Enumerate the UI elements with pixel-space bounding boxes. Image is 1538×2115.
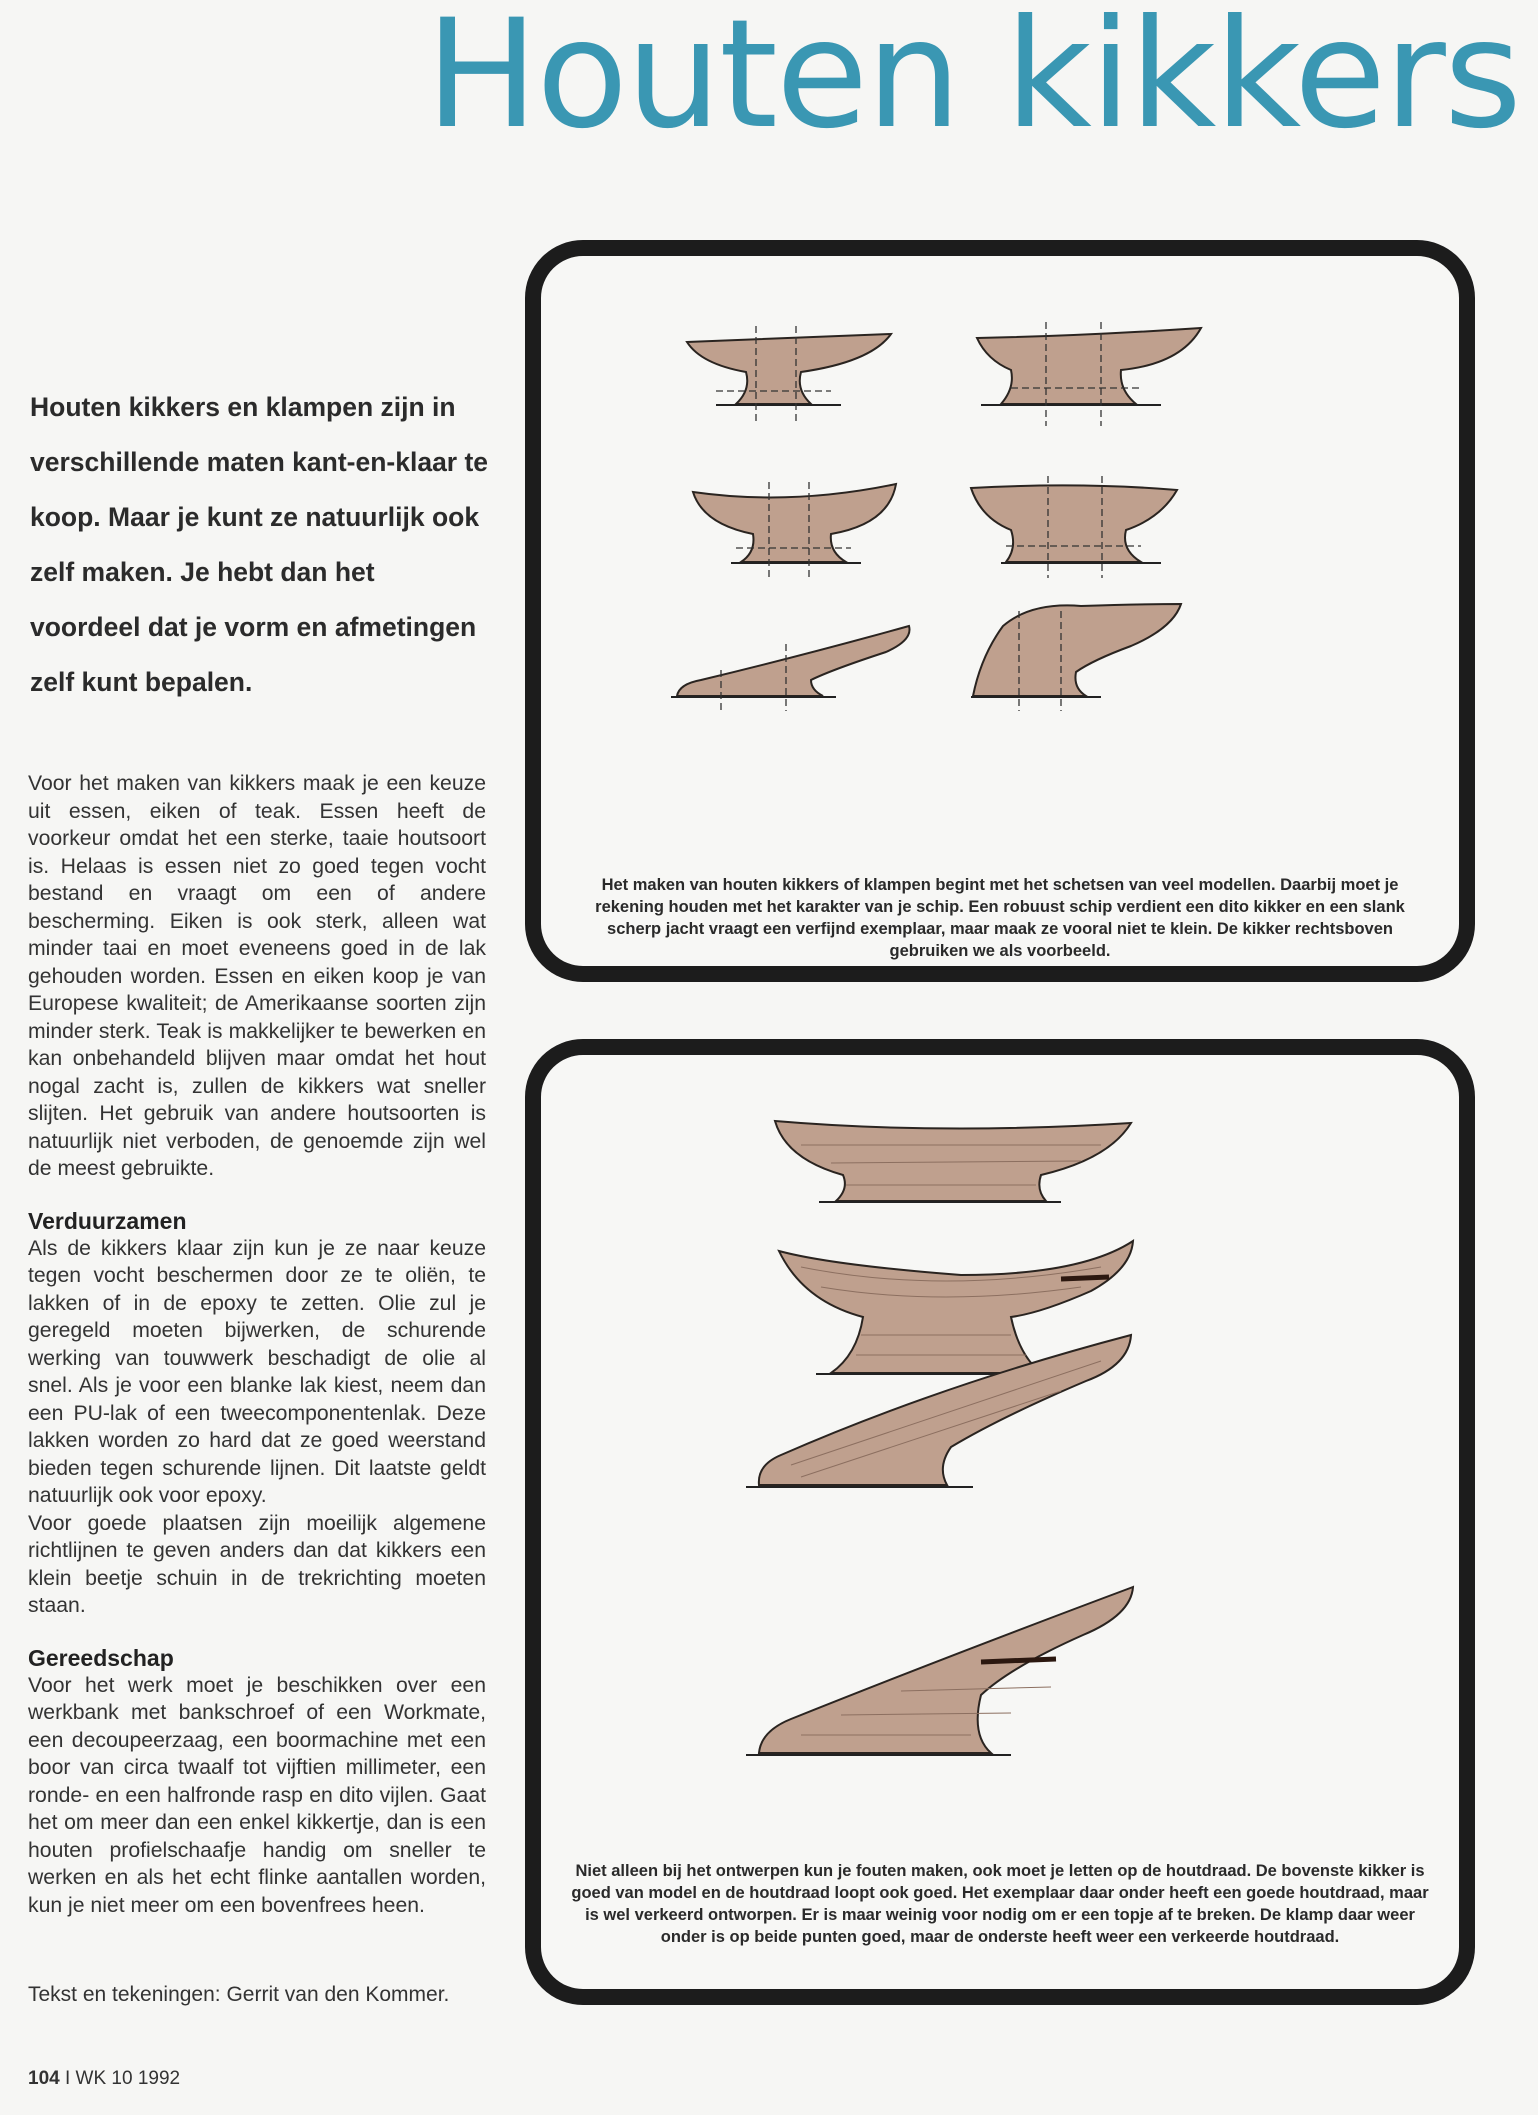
cleat-good-grain: [775, 1121, 1131, 1202]
paragraph-wood-choice: Voor het maken van kikkers maak je een keuze uit essen, eiken of teak. Essen heeft de voorkeur omdat het een sterke, taaie houtsoort is. Helaas is essen niet zo goed tegen vocht bestand en vraagt om een of andere bescherming. Eiken is ook sterk, alleen wat minder taai en moet eveneens goed in de lak gehouden worden. Essen en eiken koop je van Europese kwaliteit; de Amerikaanse soorten zijn minder sterk. Teak is makkelijker te bewerken en kan onbehandeld blijven maar omdat het hout nogal zacht is, zullen de kikkers wat sneller slijten. Het gebruik van andere houtsoorten is natuurlijk niet verboden, de genoemde zijn wel de meest gebruikte.: [28, 772, 486, 1180]
footer-separator: I: [64, 2068, 71, 2089]
magazine-year: 1992: [137, 2068, 181, 2089]
paragraph-placement: Voor goede plaatsen zijn moeilijk algemene richtlijnen te geven anders dan dat kikkers een klein beetje schuin in de trekrichting moeten staan.: [28, 1511, 486, 1617]
grain-panel: [525, 1039, 1475, 2005]
paragraph-protection: Als de kikkers klaar zijn kun je ze naar keuze tegen vocht beschermen door ze te oliën, te lakken of in de epoxy te zetten. Olie zul je geregeld moeten bijwerken, de schurende werking van touwwerk beschadigt de olie al snel. Als je voor een blanke lak kiest, neem dan een PU-lak of een tweecomponentenlak. Deze lakken worden zo hard dat ze goed weerstand bieden tegen schurende lijnen. Dit laatste geldt natuurlijk ook voor epoxy.: [28, 1236, 486, 1507]
intro-text: Houten kikkers en klampen zijn in verschillende maten kant-en-klaar te koop. Maar je kunt ze natuurlijk ook zelf maken. Je hebt dan het voordeel dat je vorm en afmetingen zelf kunt bepalen.: [30, 392, 489, 697]
sketches-panel: [525, 240, 1475, 982]
panel2-caption: Niet alleen bij het ontwerpen kun je fouten maken, ook moet je letten op de houtdraad. De bovenste kikker is goed van model en de houtdraad loopt ook goed. Het exemplaar daar onder heeft een goede houtdraad, maar is wel verkeerd ontworpen. Er is maar weinig voor nodig om er een topje af te breken. De klamp daar weer onder is op beide punten goed, maar de onderste heeft weer een verkeerde houtdraad.: [571, 1862, 1429, 1946]
heading-verduurzamen: Verduurzamen: [28, 1207, 187, 1234]
paragraph-tools: Voor het werk moet je beschikken over een werkbank met bankschroef of een Workmate, een decoupeerzaag, een boormachine met een boor van circa twaalf tot vijftien millimeter, een ronde- en een halfronde rasp en dito vijlen. Gaat het om meer dan een enkel kikkertje, dan is een houten profielschaafje handig om sneller te werken en als het echt flinke aantallen worden, kun je niet meer om een bovenfrees heen.: [28, 1673, 486, 1917]
heading-gereedschap: Gereedschap: [28, 1644, 174, 1671]
cleat-sketch-4: [971, 476, 1177, 578]
page-number: 104: [28, 2068, 60, 2089]
cleat-sketch-3: [693, 482, 896, 578]
cleat-sketch-6: [971, 604, 1181, 711]
page-footer: [28, 2068, 180, 2090]
author-credit: Tekst en tekeningen: Gerrit van den Kommer.: [28, 1983, 450, 2006]
sketches-illustration: [541, 256, 1459, 966]
cleat-sketch-2: [977, 322, 1201, 426]
panel1-caption: Het maken van houten kikkers of klampen begint met het schetsen van veel modellen. Daarbij moet je rekening houden met het karakter van je schip. Een robuust schip verdient een dito kikker en een slank scherp jacht vraagt een verfijnd exemplaar, maar maak ze vooral niet te klein. De kikker rechtsboven gebruiken we als voorbeeld.: [595, 876, 1405, 960]
cleat-sketch-5: [671, 626, 910, 711]
cleat-sketch-1: [687, 326, 891, 421]
page-title: Houten kikkers: [425, 0, 1520, 162]
clamp-bad-grain: [746, 1587, 1133, 1755]
magazine-issue: WK 10: [75, 2068, 133, 2089]
article-body: [28, 770, 486, 1919]
grain-illustration: [541, 1055, 1459, 1989]
